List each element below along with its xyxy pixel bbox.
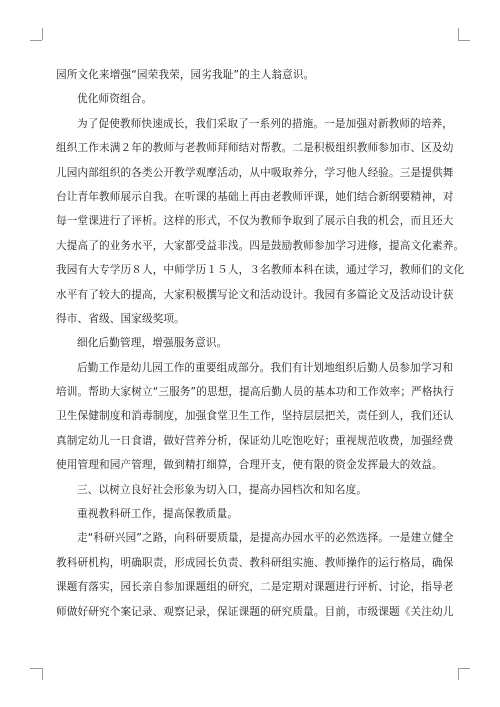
crop-mark-top-right-h (458, 40, 470, 41)
text-line: 优化师资组合。 (77, 93, 153, 106)
text-line: 三、以树立良好社会形象为切入口，提高办园档次和知名度。 (77, 483, 368, 496)
crop-mark-bottom-left-h (30, 668, 42, 669)
text-line: 真制定幼儿一日食谱，做好营养分析，保证幼儿吃饱吃好；重视规范收费，加强经费 (56, 434, 454, 447)
crop-mark-bottom-left-v (42, 668, 43, 680)
text-line: 卫生保健制度和消毒制度，加强食堂卫生工作，坚持层层把关，责任到人，我们还认 (56, 410, 454, 423)
text-line: 得市、省级、国家级奖项。 (56, 312, 185, 325)
crop-mark-top-left-h (30, 40, 42, 41)
text-line: 大提高了的业务水平，大家都受益非浅。四是鼓励教师参加学习进修，提高文化素养。 (56, 239, 465, 252)
crop-mark-bottom-right-v (458, 668, 459, 680)
text-line: 培训。帮助大家树立“三服务”的思想，提高后勤人员的基本功和工作效率；严格执行 (56, 386, 455, 399)
text-line: 师做好研究个案记录、观察记录，保证课题的研究质量。目前，市级课题《关注幼儿 (56, 605, 454, 618)
crop-mark-top-right-v (458, 28, 459, 40)
crop-mark-bottom-right-h (458, 668, 470, 669)
text-line: 我园有大专学历８人，中师学历１５人，３名教师本科在读，通过学习，教师们的文化 (56, 264, 465, 277)
text-line: 课题有落实，园长亲自参加课题组的研究，二是定期对课题进行评析、讨论，指导老 (56, 581, 454, 594)
text-line: 走“科研兴园”之路，向科研要质量，是提高办园水平的必然选择。一是建立健全 (77, 532, 454, 545)
text-line: 教科研机构，明确职责，形成园长负责、教科研组实施、教师操作的运行格局，确保 (56, 556, 454, 569)
text-line: 为了促使教师快速成长，我们采取了一系列的措施。一是加强对新教师的培养， (77, 117, 454, 130)
text-line: 后勤工作是幼儿园工作的重要组成部分。我们有计划地组织后勤人员参加学习和 (77, 361, 454, 374)
document-body (56, 63, 465, 624)
crop-mark-top-left-v (42, 28, 43, 40)
text-line: 水平有了较大的提高，大家积极撰写论文和活动设计。我园有多篇论文及活动设计获 (56, 288, 454, 301)
text-line: 组织工作未满２年的教师与老教师拜师结对帮教。二是积极组织教师参加市、区及幼 (56, 142, 454, 155)
text-line: 使用管理和园产管理，做到精打细算，合理开支，使有限的资金发挥最大的效益。 (56, 459, 443, 472)
text-line: 重视教科研工作，提高保教质量。 (77, 508, 239, 521)
text-line: 每一堂课进行了评析。这样的形式，不仅为教师争取到了展示自我的机会，而且还大 (56, 215, 454, 228)
text-line: 细化后勤管理，增强服务意识。 (77, 337, 228, 350)
text-line: 儿园内部组织的各类公开教学观摩活动，从中吸取养分，学习他人经验。三是提供舞 (56, 166, 454, 179)
text-line: 园所文化来增强“园荣我荣，园劣我耻”的主人翁意识。 (56, 69, 315, 81)
text-line: 台让青年教师展示自我。在听课的基础上再由老教师评课，她们结合新纲要精神，对 (56, 190, 454, 203)
